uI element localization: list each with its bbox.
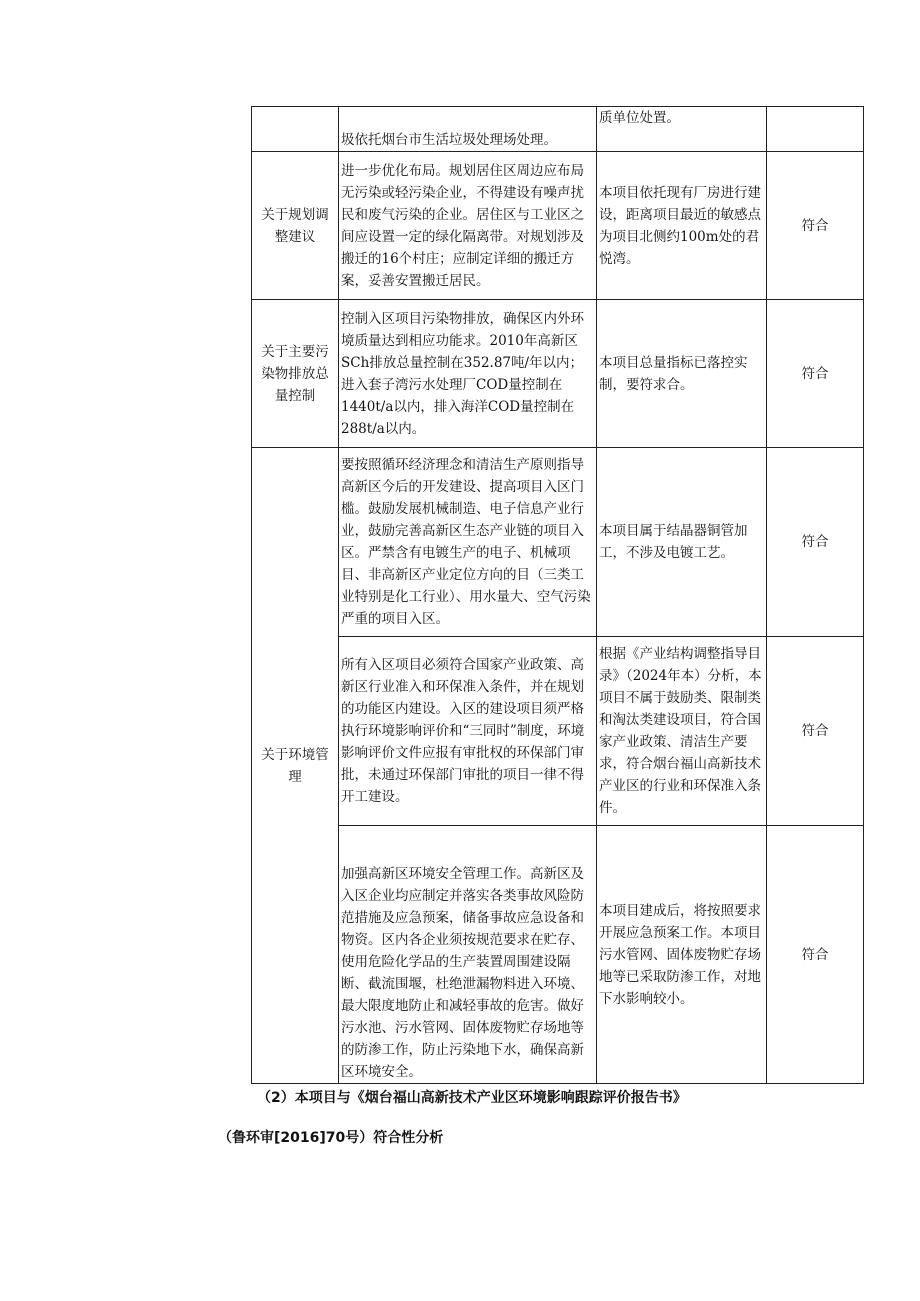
- table-row: [252, 448, 864, 637]
- table-row: [252, 637, 864, 826]
- row4-conclusion: 符合: [767, 637, 864, 826]
- row0-requirement: 圾依托烟台市生活垃圾处理场处理。: [339, 107, 597, 152]
- row0-project-status: 质单位处置。: [597, 107, 767, 152]
- table-row: [252, 152, 864, 300]
- row1-requirement: 进一步优化布局。规划居住区周边应布局无污染或轻污染企业，不得建设有噪声扰民和废气污染的企业。居住区与工业区之间应设置一定的绿化隔离带。对规划涉及搬迁的16个村庄；应制定详细的搬迁方案，妥善安置搬迁居民。: [339, 152, 597, 300]
- section-heading-line2: （鲁环审[2016]70号）符合性分析: [218, 1130, 444, 1146]
- row4-requirement: 所有入区项目必须符合国家产业政策、高新区行业准入和环保准入条件，并在规划的功能区内建设。入区的建设项目须严格执行环境影响评价和“三同时”制度，环境影响评价文件应报有审批权的环保部门审批，未通过环保部门审批的项目一律不得开工建设。: [339, 637, 597, 826]
- row5-requirement: 加强高新区环境安全管理工作。高新区及入区企业均应制定并落实各类事故风险防范措施及应急预案，储备事故应急设备和物资。区内各企业须按规范要求在贮存、使用危险化学品的生产装置周围建设隔断、截流围堰，杜绝泄漏物料进入环境、最大限度地防止和减轻事故的危害。做好污水池、污水管网、固体废物贮存场地等的防渗工作，防止污染地下水，确保高新区环境安全。: [339, 826, 597, 1084]
- row1-conclusion: 符合: [767, 152, 864, 300]
- row3-conclusion: 符合: [767, 448, 864, 637]
- row2-category: 关于主要污染物排放总量控制: [252, 300, 339, 448]
- table-row: [252, 826, 864, 1084]
- row2-project-status: 本项目总量指标已落控实制，要符求合。: [597, 300, 767, 448]
- row0-category: [252, 107, 339, 152]
- row4-project-status: 根据《产业结构调整指导目录》（2024年本）分析，本项目不属于鼓励类、限制类和淘汰类建设项目，符合国家产业政策、清洁生产要求，符合烟台福山高新技术产业区的行业和环保准入条件。: [597, 637, 767, 826]
- row0-conclusion: [767, 107, 864, 152]
- row3-category: 关于环境管理: [252, 448, 339, 1084]
- row3-project-status: 本项目属于结晶器铜管加工，不涉及电镀工艺。: [597, 448, 767, 637]
- section-heading-line1: （2）本项目与《烟台福山高新技术产业区环境影响跟踪评价报告书》: [257, 1090, 687, 1106]
- row3-requirement: 要按照循环经济理念和清洁生产原则指导高新区今后的开发建设、提高项目入区门槛。鼓励发展机械制造、电子信息产业行业，鼓励完善高新区生态产业链的项目入区。严禁含有电镀生产的电子、机械项目、非高新区产业定位方向的目（三类工业特别是化工行业）、用水量大、空气污染严重的项目入区。: [339, 448, 597, 637]
- row2-requirement: 控制入区项目污染物排放，确保区内外环境质量达到相应功能求。2010年高新区SCh排放总量控制在352.87吨/年以内；进入套子湾污水处理厂COD量控制在1440t/a以内，排入海洋COD量控制在288t/a以内。: [339, 300, 597, 448]
- compliance-table: [251, 106, 864, 1084]
- table-row: [252, 107, 864, 152]
- row5-project-status: 本项目建成后，将按照要求开展应急预案工作。本项目污水管网、固体废物贮存场地等已采取防渗工作，对地下水影响较小。: [597, 826, 767, 1084]
- table-row: [252, 300, 864, 448]
- row2-conclusion: 符合: [767, 300, 864, 448]
- row1-project-status: 本项目依托现有厂房进行建设，距离项目最近的敏感点为项目北侧约100m处的君悦湾。: [597, 152, 767, 300]
- row1-category: 关于规划调整建议: [252, 152, 339, 300]
- row5-conclusion: 符合: [767, 826, 864, 1084]
